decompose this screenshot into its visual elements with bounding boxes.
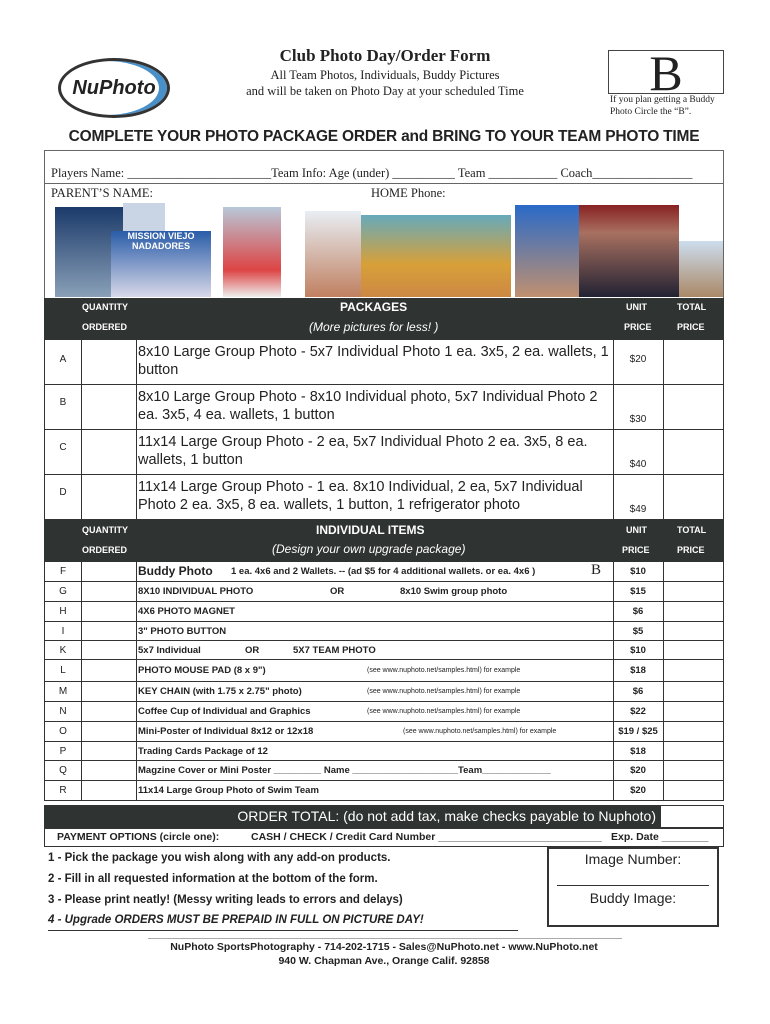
packages-title: PACKAGES	[340, 300, 408, 314]
qty-header: QUANTITY	[82, 525, 128, 535]
price-header: PRICE	[622, 545, 650, 555]
item-alt: 5X7 TEAM PHOTO	[293, 644, 376, 656]
row-letter: I	[61, 625, 65, 637]
package-desc: 11x14 Large Group Photo - 1 ea. 8x10 Individual, 2 ea, 5x7 Individual Photo 2 ea. 3x5, 8 ea. wallets, 1 button, 1 refrigerator photo	[138, 479, 583, 513]
item-row	[44, 761, 724, 781]
order-total-field[interactable]	[660, 805, 724, 828]
team-info-field[interactable]: Team Info: Age (under) __________	[271, 166, 455, 180]
team-photo	[123, 203, 165, 233]
quantity-field[interactable]	[82, 340, 136, 384]
page-title: Club Photo Day/Order Form	[279, 46, 491, 65]
unit-header: UNIT	[626, 302, 647, 312]
individual-photo	[515, 205, 579, 297]
total-price-field[interactable]	[664, 602, 724, 621]
item-row	[44, 660, 724, 682]
row-letter: H	[59, 606, 67, 617]
unit-price: $10	[630, 644, 646, 656]
packages-header	[44, 298, 724, 340]
unit-price: $5	[632, 625, 644, 637]
row-letter: A	[59, 354, 67, 365]
quantity-field[interactable]	[82, 761, 136, 780]
total-price-field[interactable]	[664, 682, 724, 701]
row-letter: P	[59, 745, 67, 757]
individual-photo	[223, 207, 281, 297]
buddy-caption: If you plan getting a Buddy Photo Circle the “B”.	[610, 95, 715, 117]
samples-note: (see www.nuphoto.net/samples.html) for example	[367, 666, 521, 674]
row-letter: K	[59, 644, 67, 656]
item-desc: PHOTO MOUSE PAD (8 x 9")	[138, 665, 266, 676]
total-price-header: PRICE	[677, 322, 705, 332]
item-row	[44, 582, 724, 602]
row-letter: C	[59, 442, 67, 453]
item-row	[44, 781, 724, 801]
package-row	[44, 430, 724, 475]
package-desc: 8x10 Large Group Photo - 8x10 Individual photo, 5x7 Individual Photo 2 ea. 3x5, 4 ea. wallets, 1 button	[138, 389, 598, 423]
mission-viejo-photo	[111, 231, 211, 297]
instruction: 3 - Please print neatly! (Messy writing leads to errors and delays)	[48, 894, 403, 906]
total-price-field[interactable]	[664, 582, 724, 601]
total-header: TOTAL	[677, 525, 707, 535]
quantity-field[interactable]	[82, 660, 136, 681]
item-desc: Mini-Poster of Individual 8x12 or 12x18	[138, 726, 314, 737]
players-name-field[interactable]: Players Name: _______________________	[51, 166, 272, 180]
item-extra: 1 ea. 4x6 and 2 Wallets. -- (ad $5 for 4 additional wallets. or ea. 4x6 )	[231, 566, 536, 577]
team-photo	[579, 205, 679, 297]
total-price-header: PRICE	[677, 545, 705, 555]
or-label: OR	[330, 586, 345, 597]
unit-price: $20	[629, 354, 647, 365]
photo-caption: MISSION VIEJO NADADORES	[127, 231, 195, 251]
total-price-field[interactable]	[664, 641, 724, 659]
coach-field[interactable]: Coach________________	[560, 166, 693, 180]
home-phone-field[interactable]: HOME Phone:	[371, 186, 446, 200]
total-price-field[interactable]	[664, 702, 724, 721]
quantity-field[interactable]	[82, 582, 136, 601]
samples-note: (see www.nuphoto.net/samples.html) for example	[367, 707, 521, 715]
total-price-field[interactable]	[664, 761, 724, 780]
item-desc: Buddy Photo	[138, 564, 213, 578]
payment-options[interactable]: CASH / CHECK / Credit Card Number ____________________________	[251, 831, 602, 843]
item-desc: 5x7 Individual	[138, 644, 201, 656]
total-price-field[interactable]	[664, 660, 724, 681]
quantity-field[interactable]	[82, 430, 136, 474]
unit-price: $49	[629, 504, 647, 515]
unit-price: $15	[630, 586, 646, 597]
team-photo	[361, 215, 511, 297]
samples-note: (see www.nuphoto.net/samples.html) for example	[403, 727, 557, 735]
item-row	[44, 702, 724, 722]
quantity-field[interactable]	[82, 682, 136, 701]
item-row	[44, 682, 724, 702]
player-info-box	[44, 150, 724, 300]
image-number-label: Image Number:	[584, 851, 682, 867]
row-letter: N	[59, 706, 67, 717]
items-title: INDIVIDUAL ITEMS	[316, 523, 425, 537]
payment-options-row	[44, 828, 724, 847]
total-header: TOTAL	[677, 302, 707, 312]
quantity-field[interactable]	[82, 602, 136, 621]
instruction: 1 - Pick the package you wish along with any add-on products.	[48, 852, 391, 864]
image-number-box[interactable]	[547, 847, 719, 927]
total-price-field[interactable]	[664, 475, 724, 519]
nuphoto-logo: NuPhoto	[58, 58, 170, 118]
row-letter: F	[59, 566, 67, 577]
instruction: 4 - Upgrade ORDERS MUST BE PREPAID IN FULL ON PICTURE DAY!	[48, 914, 424, 926]
row-letter: O	[59, 726, 67, 737]
row-letter: B	[59, 397, 67, 408]
exp-date-field[interactable]: Exp. Date ________	[611, 831, 709, 843]
unit-price: $30	[629, 414, 647, 425]
total-price-field[interactable]	[664, 385, 724, 429]
footer-contact: NuPhoto SportsPhotography - 714-202-1715 - Sales@NuPhoto.net - www.NuPhoto.net	[170, 941, 598, 953]
qty-header: QUANTITY	[82, 302, 128, 312]
quantity-field[interactable]	[82, 562, 136, 581]
ordered-header: ORDERED	[82, 322, 128, 332]
item-desc: 11x14 Large Group Photo of Swim Team	[138, 785, 319, 796]
unit-price: $6	[632, 606, 644, 617]
item-row	[44, 641, 724, 660]
quantity-field[interactable]	[82, 781, 136, 800]
buddy-b-mark[interactable]: B	[591, 562, 602, 578]
order-total-label: ORDER TOTAL: (do not add tax, make checks payable to Nuphoto)	[237, 808, 656, 824]
players-row	[51, 166, 692, 181]
packages-subtitle: (More pictures for less! )	[309, 320, 439, 334]
row-letter: L	[60, 665, 66, 676]
team-field[interactable]: Team ___________	[457, 166, 558, 180]
individual-photo	[679, 241, 723, 297]
item-row	[44, 562, 724, 582]
subtitle: All Team Photos, Individuals, Buddy Pictures	[270, 68, 500, 82]
samples-note: (see www.nuphoto.net/samples.html) for example	[367, 687, 521, 695]
item-desc: KEY CHAIN (with 1.75 x 2.75" photo)	[138, 686, 302, 697]
payment-label: PAYMENT OPTIONS (circle one):	[57, 831, 220, 843]
instruction: 2 - Fill in all requested information at the bottom of the form.	[48, 873, 378, 885]
row-letter: G	[59, 586, 67, 597]
item-row	[44, 742, 724, 761]
item-desc: Coffee Cup of Individual and Graphics	[138, 706, 311, 717]
quantity-field[interactable]	[82, 622, 136, 640]
item-desc: 3" PHOTO BUTTON	[138, 625, 227, 637]
or-label: OR	[245, 644, 260, 656]
row-letter: R	[59, 785, 67, 796]
total-price-field[interactable]	[664, 781, 724, 800]
unit-price: $19 / $25	[618, 726, 658, 737]
item-row	[44, 602, 724, 622]
unit-price: $10	[630, 566, 646, 577]
order-total-bar	[44, 805, 660, 828]
package-desc: 8x10 Large Group Photo - 5x7 Individual Photo 1 ea. 3x5, 2 ea. wallets, 1 button	[138, 344, 609, 378]
quantity-field[interactable]	[82, 385, 136, 429]
item-desc: 8X10 INDIVIDUAL PHOTO	[138, 586, 254, 597]
subtitle: and will be taken on Photo Day at your scheduled Time	[246, 84, 524, 98]
row-letter: D	[59, 487, 67, 498]
unit-price: $6	[632, 686, 644, 697]
item-row	[44, 722, 724, 742]
buddy-image-label: Buddy Image:	[589, 890, 677, 906]
parent-name-field[interactable]: PARENT’S NAME:	[51, 186, 153, 200]
unit-price: $40	[629, 459, 647, 470]
package-row	[44, 475, 724, 520]
row-letter: Q	[59, 765, 67, 776]
item-desc: Trading Cards Package of 12	[138, 745, 268, 757]
package-desc: 11x14 Large Group Photo - 2 ea, 5x7 Individual Photo 2 ea. 3x5, 8 ea. wallets, 1 button	[138, 434, 588, 468]
item-desc: Magzine Cover or Mini Poster _________ Name ____________________Team_____________	[138, 765, 551, 776]
quantity-field[interactable]	[82, 722, 136, 741]
unit-price: $18	[630, 665, 646, 676]
total-price-field[interactable]	[664, 562, 724, 581]
items-subtitle: (Design your own upgrade package)	[272, 542, 466, 556]
package-row	[44, 340, 724, 385]
quantity-field[interactable]	[82, 702, 136, 721]
unit-price: $22	[630, 706, 646, 717]
footer-address: 940 W. Chapman Ave., Orange Calif. 92858	[278, 955, 490, 967]
item-desc: 4X6 PHOTO MAGNET	[138, 606, 235, 617]
total-price-field[interactable]	[664, 622, 724, 640]
total-price-field[interactable]	[664, 430, 724, 474]
package-row	[44, 385, 724, 430]
ordered-header: ORDERED	[82, 545, 128, 555]
item-row	[44, 622, 724, 641]
quantity-field[interactable]	[82, 475, 136, 519]
row-letter: M	[58, 686, 68, 697]
individual-photo	[305, 211, 361, 297]
items-header	[44, 520, 724, 562]
unit-price: $20	[630, 765, 646, 776]
item-alt: 8x10 Swim group photo	[400, 586, 508, 597]
quantity-field[interactable]	[82, 742, 136, 760]
total-price-field[interactable]	[664, 340, 724, 384]
unit-header: UNIT	[626, 525, 647, 535]
quantity-field[interactable]	[82, 641, 136, 659]
unit-price: $18	[630, 745, 646, 757]
total-price-field[interactable]	[664, 722, 724, 741]
total-price-field[interactable]	[664, 742, 724, 760]
section-heading: COMPLETE YOUR PHOTO PACKAGE ORDER and BRING TO YOUR TEAM PHOTO TIME	[68, 128, 700, 145]
unit-price: $20	[630, 785, 646, 796]
price-header: PRICE	[624, 322, 652, 332]
buddy-b-box[interactable]: B	[608, 50, 724, 94]
